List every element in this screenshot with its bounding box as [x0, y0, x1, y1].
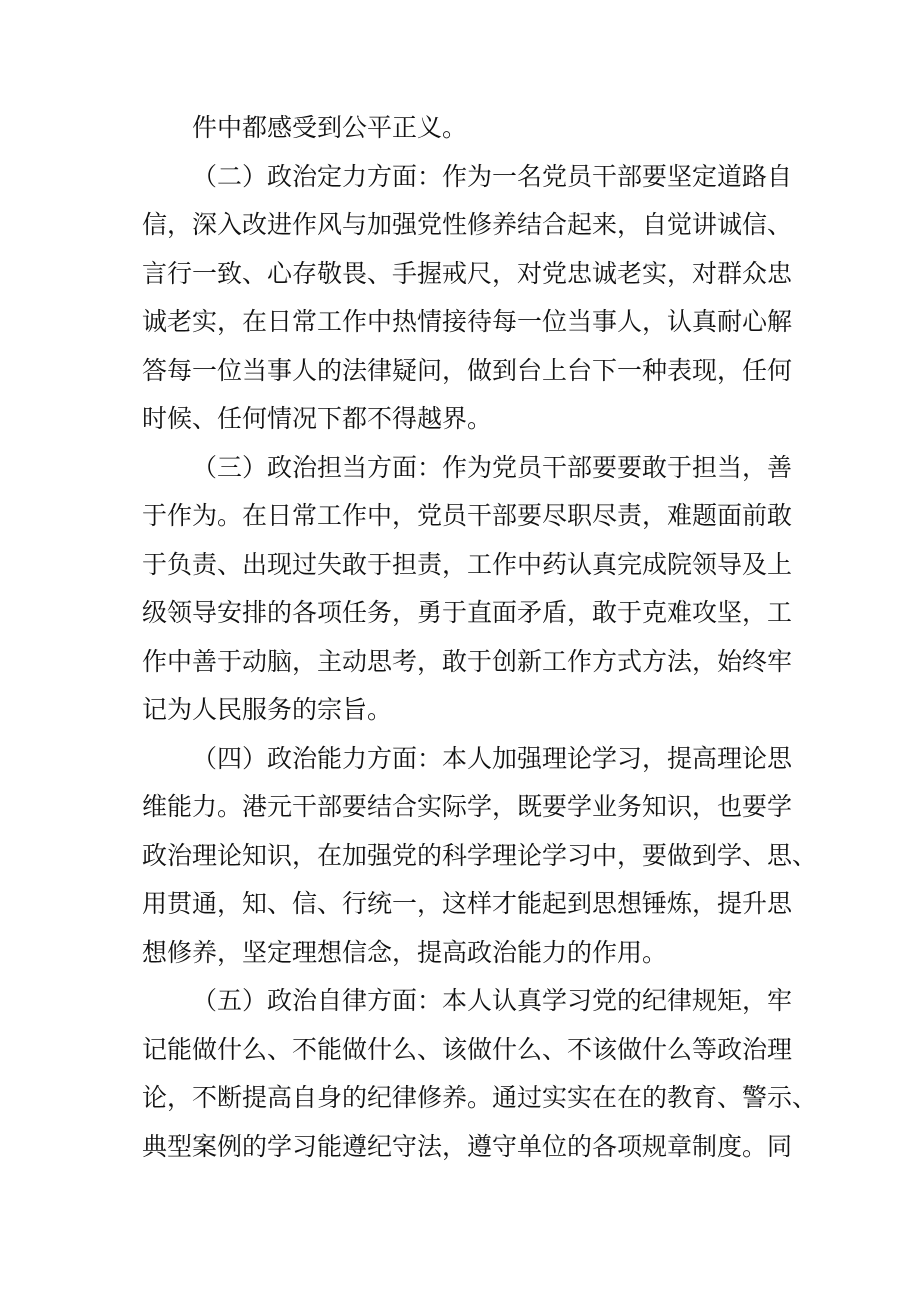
text-line: 记为人民服务的宗旨。 — [142, 695, 393, 724]
text-line: （四）政治能力方面：本人加强理论学习，提高理论思 — [192, 743, 793, 773]
text-line: 诚老实，在日常工作中热情接待每一位当事人，认真耐心解 — [142, 307, 793, 336]
text-line: 级领导安排的各项任务，勇于直面矛盾，敢于克难攻坚，工 — [142, 598, 793, 627]
text-line: 答每一位当事人的法律疑问，做到台上台下一种表现，任何 — [142, 355, 793, 385]
text-line: 信，深入改进作风与加强党性修养结合起来，自觉讲诚信、 — [142, 210, 793, 239]
text-line: （五）政治自律方面：本人认真学习党的纪律规矩，牢 — [192, 986, 793, 1015]
text-line: 论，不断提高自身的纪律修养。通过实实在在的教育、警示、 — [142, 1083, 818, 1112]
text-line: 典型案例的学习能遵纪守法，遵守单位的各项规章制度。同 — [142, 1131, 793, 1161]
text-line: （三）政治担当方面：作为党员干部要要敢于担当，善 — [192, 452, 793, 482]
text-line: 用贯通，知、信、行统一，这样才能起到思想锤炼，提升思 — [142, 889, 793, 918]
text-line: 于作为。在日常工作中，党员干部要尽职尽责，难题面前敢 — [142, 501, 793, 530]
text-line: 政治理论知识，在加强党的科学理论学习中，要做到学、思、 — [142, 840, 818, 870]
document-body — [142, 104, 818, 1171]
text-line: 记能做什么、不能做什么、该做什么、不该做什么等政治理 — [142, 1034, 793, 1064]
text-line: 言行一致、心存敬畏、手握戒尺，对党忠诚老实，对群众忠 — [142, 258, 793, 288]
text-line: 维能力。港元干部要结合实际学，既要学业务知识，也要学 — [142, 792, 793, 821]
text-line: 件中都感受到公平正义。 — [192, 113, 468, 142]
text-line: 于负责、出现过失敢于担责，工作中药认真完成院领导及上 — [142, 549, 793, 579]
text-line: （二）政治定力方面：作为一名党员干部要坚定道路自 — [192, 161, 793, 191]
text-line: 时候、任何情况下都不得越界。 — [142, 404, 493, 433]
text-line: 想修养，坚定理想信念，提高政治能力的作用。 — [142, 937, 668, 967]
text-line: 作中善于动脑，主动思考，敢于创新工作方式方法，始终牢 — [142, 646, 793, 676]
